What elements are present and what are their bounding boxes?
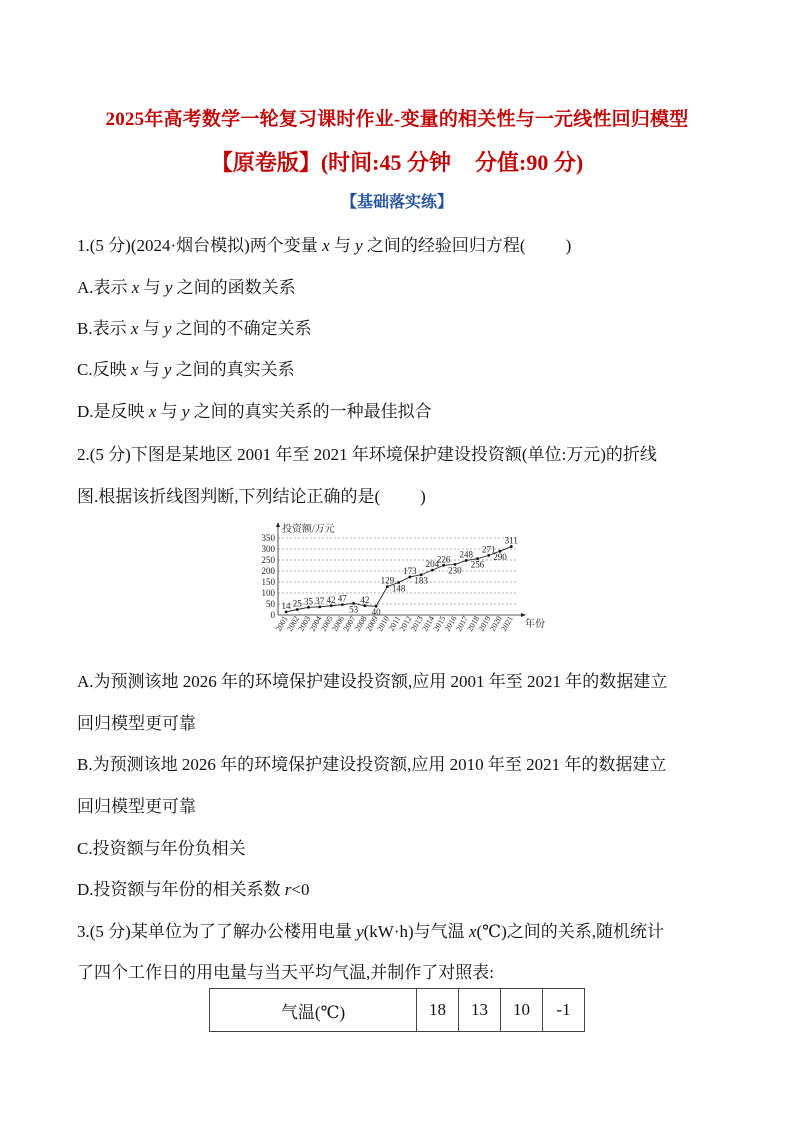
x-axis-label: 年份	[525, 619, 545, 630]
y-axis-label: 投资额/万元	[282, 524, 335, 535]
q2-option-c: C.投资额与年份负相关	[77, 839, 246, 858]
x-tick-label: 2007	[341, 614, 358, 633]
var-r: r	[284, 880, 292, 899]
q1-stem-c: )	[565, 236, 572, 255]
q1-option-b-mid: 与	[138, 319, 164, 338]
data-point	[296, 608, 299, 611]
x-tick-label: 2015	[431, 614, 448, 633]
q1-option-d-suffix: 之间的真实关系的一种最佳拟合	[189, 402, 432, 421]
data-label: 290	[493, 552, 507, 563]
q2-option-a-line2: 回归模型更可靠	[77, 714, 196, 733]
data-point	[510, 545, 513, 548]
q1-option-b-prefix: B.表示	[77, 319, 131, 338]
q1-option-c	[77, 355, 295, 380]
x-tick-label: 2020	[487, 614, 504, 633]
var-x: x	[130, 360, 139, 379]
q1-stem	[77, 231, 571, 256]
data-point	[330, 604, 333, 607]
x-tick-label: 2004	[307, 614, 324, 633]
var-y: y	[181, 402, 190, 421]
q1-option-d-mid: 与	[156, 402, 182, 421]
q1-option-c-suffix: 之间的真实关系	[171, 360, 295, 379]
document-title: 2025年高考数学一轮复习课时作业-变量的相关性与一元线性回归模型	[105, 109, 689, 130]
var-y: y	[355, 236, 363, 255]
q2-option-a-line1: A.为预测该地 2026 年的环境保护建设投资额,应用 2001 年至 2021 年的数据建立	[77, 672, 668, 691]
q1-option-d-prefix: D.是反映	[77, 402, 149, 421]
q1-option-c-mid: 与	[138, 360, 164, 379]
var-y: y	[163, 360, 172, 379]
q1-option-a-mid: 与	[139, 278, 165, 297]
data-point	[307, 606, 310, 609]
data-point	[465, 559, 468, 562]
q1-option-a-suffix: 之间的函数关系	[172, 278, 296, 297]
data-label: 226	[436, 554, 451, 565]
data-label: 173	[403, 565, 417, 576]
q1-option-b-suffix: 之间的不确定关系	[171, 319, 312, 338]
q2-stem-line2	[77, 482, 426, 507]
x-tick-label: 2021	[499, 614, 515, 633]
data-label: 42	[326, 594, 336, 605]
investment-line-chart	[258, 520, 558, 640]
q2-option-b-line2: 回归模型更可靠	[77, 797, 196, 816]
data-label: 271	[481, 544, 496, 555]
var-y: y	[164, 278, 173, 297]
x-tick-label: 2009	[364, 614, 380, 633]
var-x: x	[468, 922, 477, 941]
y-tick-label: 0	[270, 610, 275, 620]
q2-option-b-line1: B.为预测该地 2026 年的环境保护建设投资额,应用 2010 年至 2021 年的数据建立	[77, 755, 667, 774]
data-label: 47	[337, 593, 347, 604]
y-tick-label: 50	[266, 599, 275, 609]
data-label: 148	[391, 583, 406, 594]
data-label: 204	[425, 559, 440, 570]
section-heading: 【基础落实练】	[340, 194, 453, 211]
data-label: 53	[349, 604, 359, 615]
q1-option-a	[77, 273, 296, 298]
q2-option-d	[77, 875, 310, 900]
x-tick-label: 2013	[409, 614, 425, 633]
q2-option-d-text: D.投资额与年份的相关系数	[77, 880, 285, 899]
x-tick-label: 2016	[442, 614, 459, 633]
q1-option-c-prefix: C.反映	[77, 360, 131, 379]
q3-stem-line2: 了四个工作日的用电量与当天平均气温,并制作了对照表:	[77, 963, 494, 982]
data-point	[386, 585, 389, 588]
table-cell: -1	[543, 989, 585, 1032]
q2-stem-line2-text: 图.根据该折线图判断,下列结论正确的是(	[77, 487, 381, 506]
y-axis-arrow	[276, 522, 280, 527]
x-tick-label: 2010	[375, 614, 392, 633]
x-tick-label: 2001	[273, 614, 290, 633]
data-label: 129	[380, 575, 395, 586]
data-point	[442, 564, 445, 567]
data-label: 183	[414, 575, 428, 586]
x-tick-label: 2018	[465, 614, 482, 633]
var-x: x	[322, 236, 330, 255]
var-y: y	[356, 922, 364, 941]
y-tick-label: 250	[261, 555, 275, 565]
data-label: 230	[448, 565, 462, 576]
data-label: 37	[315, 595, 325, 606]
table-row	[210, 989, 585, 1032]
x-tick-label: 2012	[397, 614, 414, 633]
table-cell: 10	[501, 989, 543, 1032]
data-point	[318, 605, 321, 608]
y-tick-label: 100	[261, 588, 275, 598]
y-tick-label: 350	[261, 533, 275, 543]
q2-stem-line2-close: )	[420, 487, 426, 506]
y-tick-label: 200	[261, 566, 275, 576]
q1-option-d	[77, 397, 432, 422]
q1-option-b	[77, 314, 312, 339]
q1-stem-b: 之间的经验回归方程(	[362, 236, 526, 255]
x-tick-label: 2005	[318, 614, 335, 633]
x-tick-label: 2011	[386, 614, 403, 633]
q3-stem-b: (℃)之间的关系,随机统计	[476, 922, 665, 941]
data-point	[487, 554, 490, 557]
var-x: x	[131, 278, 140, 297]
data-point	[431, 569, 434, 572]
data-point	[363, 604, 366, 607]
data-label: 248	[459, 549, 473, 560]
q3-stem-line1	[77, 917, 664, 942]
data-label: 256	[470, 559, 485, 570]
data-label: 14	[281, 600, 291, 611]
data-point	[408, 576, 411, 579]
x-tick-label: 2019	[476, 614, 493, 633]
data-label: 42	[360, 594, 370, 605]
x-tick-label: 2003	[296, 614, 313, 633]
x-tick-label: 2014	[420, 614, 437, 633]
x-axis-arrow	[521, 613, 526, 617]
q3-stem-a: 3.(5 分)某单位为了了解办公楼用电量	[77, 922, 357, 941]
data-label: 35	[304, 596, 314, 607]
x-tick-label: 2008	[352, 614, 369, 633]
table-cell: 13	[459, 989, 501, 1032]
data-label: 40	[371, 607, 381, 618]
temperature-table	[209, 988, 585, 1032]
y-tick-label: 300	[261, 544, 275, 554]
q3-unit: (kW·h)与气温	[363, 922, 469, 941]
x-tick-label: 2017	[454, 614, 470, 633]
table-cell: 18	[417, 989, 459, 1032]
document-subtitle	[0, 146, 794, 177]
q2-stem-line1: 2.(5 分)下图是某地区 2001 年至 2021 年环境保护建设投资额(单位:万元)的折线	[77, 445, 657, 464]
data-label: 25	[292, 598, 302, 609]
q1-option-a-prefix: A.表示	[77, 278, 132, 297]
data-point	[285, 611, 288, 614]
table-header-cell: 气温(℃)	[210, 989, 417, 1032]
subtitle-score: 分值:90 分)	[475, 150, 584, 175]
y-tick-label: 150	[261, 577, 275, 587]
q1-stem-mid: 与	[329, 236, 356, 255]
var-x: x	[130, 319, 139, 338]
var-y: y	[163, 319, 172, 338]
q1-stem-a: 1.(5 分)(2024·烟台模拟)两个变量	[77, 236, 323, 255]
subtitle-edition-time: 【原卷版】(时间:45 分钟	[210, 150, 451, 175]
q2-option-d-rest: <0	[291, 880, 310, 899]
x-tick-label: 2002	[285, 614, 301, 633]
data-point	[341, 603, 344, 606]
x-tick-label: 2006	[330, 614, 347, 633]
data-label: 311	[504, 535, 518, 546]
var-x: x	[148, 402, 157, 421]
